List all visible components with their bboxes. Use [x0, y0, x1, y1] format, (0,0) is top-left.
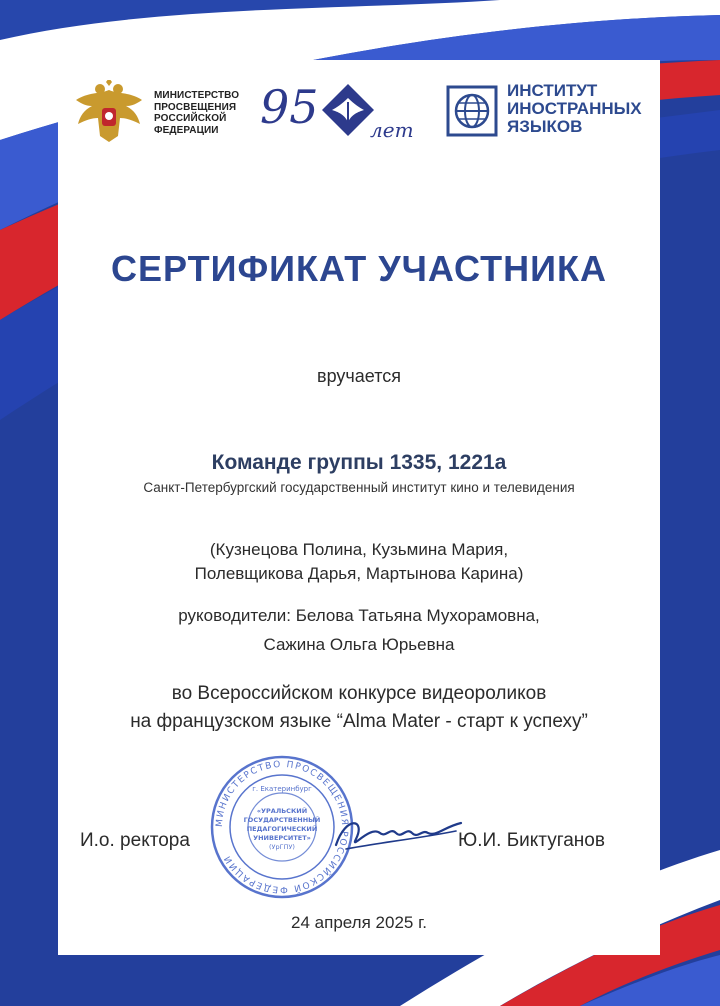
- ministry-name: МИНИСТЕРСТВО ПРОСВЕЩЕНИЯ РОССИЙСКОЙ ФЕДЕРАЦИИ: [154, 90, 240, 136]
- recipient-institution: Санкт-Петербургский государственный институт кино и телевидения: [143, 480, 575, 495]
- issue-date: 24 апреля 2025 г.: [291, 913, 427, 932]
- stamp-line: (УрГПУ): [269, 843, 295, 851]
- stamp-line: ПЕДАГОГИЧЕСКИЙ: [246, 825, 318, 833]
- stamp-line: УНИВЕРСИТЕТ»: [253, 834, 311, 842]
- stamp-ring-text: МИНИСТЕРСТВО ПРОСВЕЩЕНИЯ РОССИЙСКОЙ ФЕДЕРАЦИИ: [214, 759, 350, 895]
- team-leaders: руководители: Белова Татьяна Мухорамовна, Сажина Ольга Юрьевна: [178, 606, 540, 654]
- certificate-card: [58, 60, 660, 955]
- signatory-name: Ю.И. Биктуганов: [458, 830, 605, 851]
- anniversary-logo: [258, 78, 428, 148]
- anniversary-number: 95: [260, 80, 319, 134]
- signatory-title: И.о. ректора: [80, 830, 190, 851]
- certificate-title: СЕРТИФИКАТ УЧАСТНИКА: [111, 248, 607, 289]
- university-emblem-icon: [320, 82, 376, 138]
- stamp-line: ГОСУДАРСТВЕННЫЙ: [243, 816, 321, 824]
- handwritten-signature: [326, 805, 471, 865]
- contest-description: во Всероссийском конкурсе видеороликов на французском языке “Alma Mater - старт к успеху”: [130, 683, 588, 732]
- globe-icon: [446, 85, 498, 137]
- team-members: (Кузнецова Полина, Кузьмина Мария, Полевщикова Дарья, Мартынова Карина): [194, 540, 524, 583]
- double-headed-eagle-icon: [70, 80, 148, 148]
- institute-name: ИНСТИТУТ ИНОСТРАННЫХ ЯЗЫКОВ: [507, 81, 642, 136]
- awarded-label: вручается: [317, 366, 401, 386]
- anniversary-word: лет: [370, 118, 414, 142]
- recipient-name: Команде группы 1335, 1221а: [211, 451, 507, 474]
- stamp-city: г. Екатеринбург: [252, 785, 312, 793]
- stamp-line: «УРАЛЬСКИЙ: [256, 807, 308, 815]
